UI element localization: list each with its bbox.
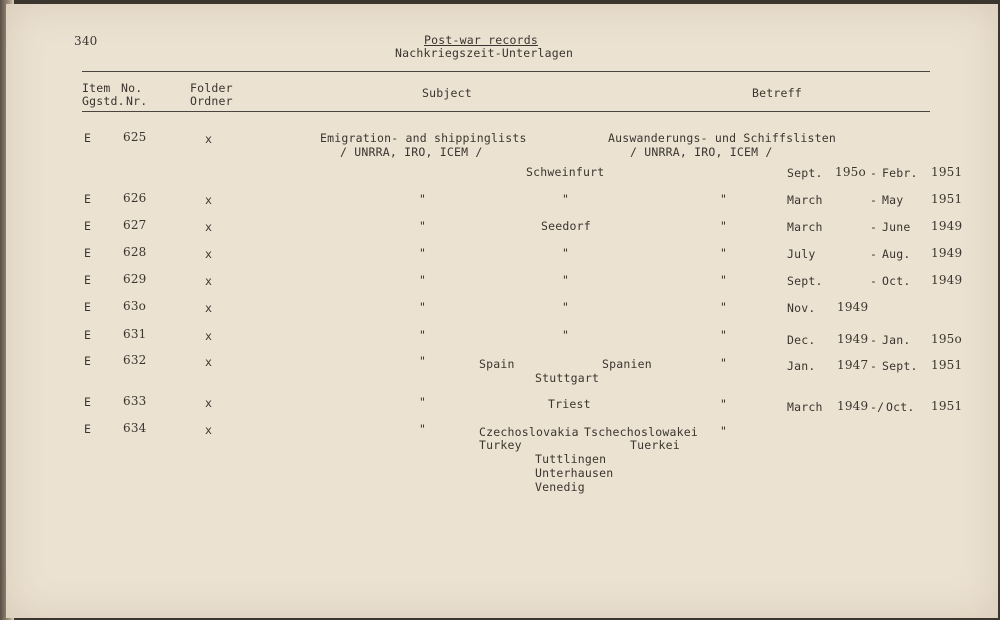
cell-date-month-from: Sept. (787, 274, 823, 288)
cell-date-month-from: March (787, 220, 823, 234)
cell-date-year-to: 1951 (931, 399, 963, 413)
cell-date-month-from: Nov. (787, 301, 816, 315)
cell-ditto-place: " (562, 246, 570, 260)
cell-date-year-from: 1949 (837, 300, 869, 314)
cell-country-de: Spanien (602, 357, 652, 371)
cell-date-month-to: Sept. (882, 359, 918, 373)
cell-country-de-2: Tuerkei (630, 438, 680, 452)
header-rule-bottom (82, 111, 930, 112)
cell-subject: Emigration- and shippinglists (320, 131, 527, 145)
cell-folder: x (205, 329, 213, 343)
cell-ditto-betreff: " (720, 273, 728, 287)
cell-place: Venedig (535, 480, 585, 494)
cell-date-dash: -/ (870, 400, 885, 414)
cell-no: 634 (123, 421, 147, 435)
cell-country-de: Tschechoslowakei (584, 425, 698, 439)
cell-no: 629 (123, 272, 147, 286)
cell-item: E (84, 422, 92, 436)
cell-item: E (84, 300, 92, 314)
cell-date-dash: - (870, 193, 878, 207)
cell-date-month-from: Sept. (787, 166, 823, 180)
cell-ditto-place: " (562, 273, 570, 287)
cell-date-month-to: June (882, 220, 911, 234)
cell-ditto-place: " (562, 328, 570, 342)
cell-ditto-subject: " (419, 273, 427, 287)
cell-date-year-to: 1949 (931, 273, 963, 287)
cell-date-month-to: Oct. (882, 274, 911, 288)
cell-folder: x (205, 220, 213, 234)
cell-no: 633 (123, 394, 147, 408)
cell-folder: x (205, 274, 213, 288)
cell-ditto-place: " (562, 192, 570, 206)
cell-country-en: Spain (479, 357, 515, 371)
cell-date-year-to: 1949 (931, 246, 963, 260)
cell-item: E (84, 246, 92, 260)
cell-subject-orgs: / UNRRA, IRO, ICEM / (340, 145, 483, 159)
cell-date-month-to: May (882, 193, 904, 207)
cell-item: E (84, 273, 92, 287)
page-title-de: Nachkriegszeit-Unterlagen (395, 46, 574, 60)
cell-ditto-subject: " (419, 328, 427, 342)
cell-place: Schweinfurt (526, 165, 605, 179)
cell-ditto-betreff: " (720, 328, 728, 342)
cell-date-month-to: Jan. (882, 333, 911, 347)
col-folder-de: Ordner (190, 94, 233, 108)
cell-folder: x (205, 396, 213, 410)
cell-ditto-betreff: " (720, 246, 728, 260)
cell-ditto-betreff: " (720, 219, 728, 233)
col-betreff: Betreff (752, 86, 802, 100)
cell-ditto-betreff: " (720, 300, 728, 314)
cell-ditto-subject: " (419, 192, 427, 206)
cell-no: 627 (123, 218, 147, 232)
cell-date-month-from: July (787, 247, 816, 261)
cell-item: E (84, 219, 92, 233)
cell-no: 626 (123, 191, 147, 205)
cell-folder: x (205, 301, 213, 315)
cell-folder: x (205, 193, 213, 207)
cell-country-en: Czechoslovakia (479, 425, 579, 439)
cell-ditto-subject: " (419, 395, 427, 409)
cell-no: 625 (123, 130, 147, 144)
cell-folder: x (205, 247, 213, 261)
cell-date-year-to: 1949 (931, 219, 963, 233)
cell-date-year-to: 1951 (931, 358, 963, 372)
cell-place: Tuttlingen (535, 452, 607, 466)
col-folder: Folder (190, 81, 233, 95)
cell-no: 63o (123, 299, 147, 313)
document-page (6, 4, 998, 618)
cell-date-month-from: March (787, 400, 823, 414)
cell-date-dash: - (870, 274, 878, 288)
cell-place: Unterhausen (535, 466, 614, 480)
cell-ditto-subject: " (419, 300, 427, 314)
cell-country-en-2: Turkey (479, 438, 522, 452)
page-number: 340 (74, 34, 98, 48)
cell-date-year-to: 195o (931, 332, 962, 346)
page-title-en: Post-war records (424, 33, 538, 47)
col-no-de: Nr. (126, 94, 148, 108)
cell-date-month-to: Oct. (886, 400, 915, 414)
cell-ditto-place: " (562, 300, 570, 314)
cell-date-year-to: 1951 (931, 165, 963, 179)
cell-date-year-to: 1951 (931, 192, 963, 206)
col-item-de: Ggstd. (82, 94, 125, 108)
cell-place: Stuttgart (535, 371, 600, 385)
cell-item: E (84, 131, 92, 145)
cell-ditto-subject: " (419, 422, 427, 436)
cell-folder: x (205, 423, 213, 437)
cell-date-year-from: 1949 (837, 399, 869, 413)
cell-date-year-from: 1949 (837, 332, 869, 346)
cell-item: E (84, 192, 92, 206)
header-rule-top (82, 71, 930, 72)
cell-place: Triest (548, 397, 591, 411)
col-item: Item (82, 81, 111, 95)
cell-betreff: Auswanderungs- und Schiffslisten (608, 131, 836, 145)
cell-date-dash: - (870, 166, 878, 180)
cell-betreff-orgs: / UNRRA, IRO, ICEM / (630, 145, 773, 159)
cell-folder: x (205, 355, 213, 369)
cell-no: 628 (123, 245, 147, 259)
cell-date-dash: - (870, 359, 878, 373)
cell-date-dash: - (870, 333, 878, 347)
col-no: No. (121, 81, 143, 95)
cell-folder: x (205, 132, 213, 146)
cell-item: E (84, 328, 92, 342)
col-subject: Subject (422, 86, 472, 100)
cell-item: E (84, 354, 92, 368)
cell-place: Seedorf (541, 219, 591, 233)
cell-ditto-subject: " (419, 246, 427, 260)
cell-date-month-from: March (787, 193, 823, 207)
cell-ditto-betreff: " (720, 397, 728, 411)
cell-date-month-to: Febr. (882, 166, 918, 180)
cell-ditto-betreff: " (720, 192, 728, 206)
cell-date-dash: - (870, 247, 878, 261)
cell-item: E (84, 395, 92, 409)
cell-no: 631 (123, 327, 147, 341)
cell-ditto-betreff: " (720, 356, 728, 370)
cell-date-month-from: Jan. (787, 359, 816, 373)
cell-ditto-subject: " (419, 219, 427, 233)
cell-date-dash: - (870, 220, 878, 234)
cell-date-month-from: Dec. (787, 333, 816, 347)
cell-ditto-betreff: " (720, 424, 728, 438)
cell-date-year-from: 1947 (837, 358, 869, 372)
cell-date-month-to: Aug. (882, 247, 911, 261)
cell-no: 632 (123, 353, 147, 367)
cell-ditto-subject: " (419, 354, 427, 368)
cell-date-year-from: 195o (835, 165, 866, 179)
